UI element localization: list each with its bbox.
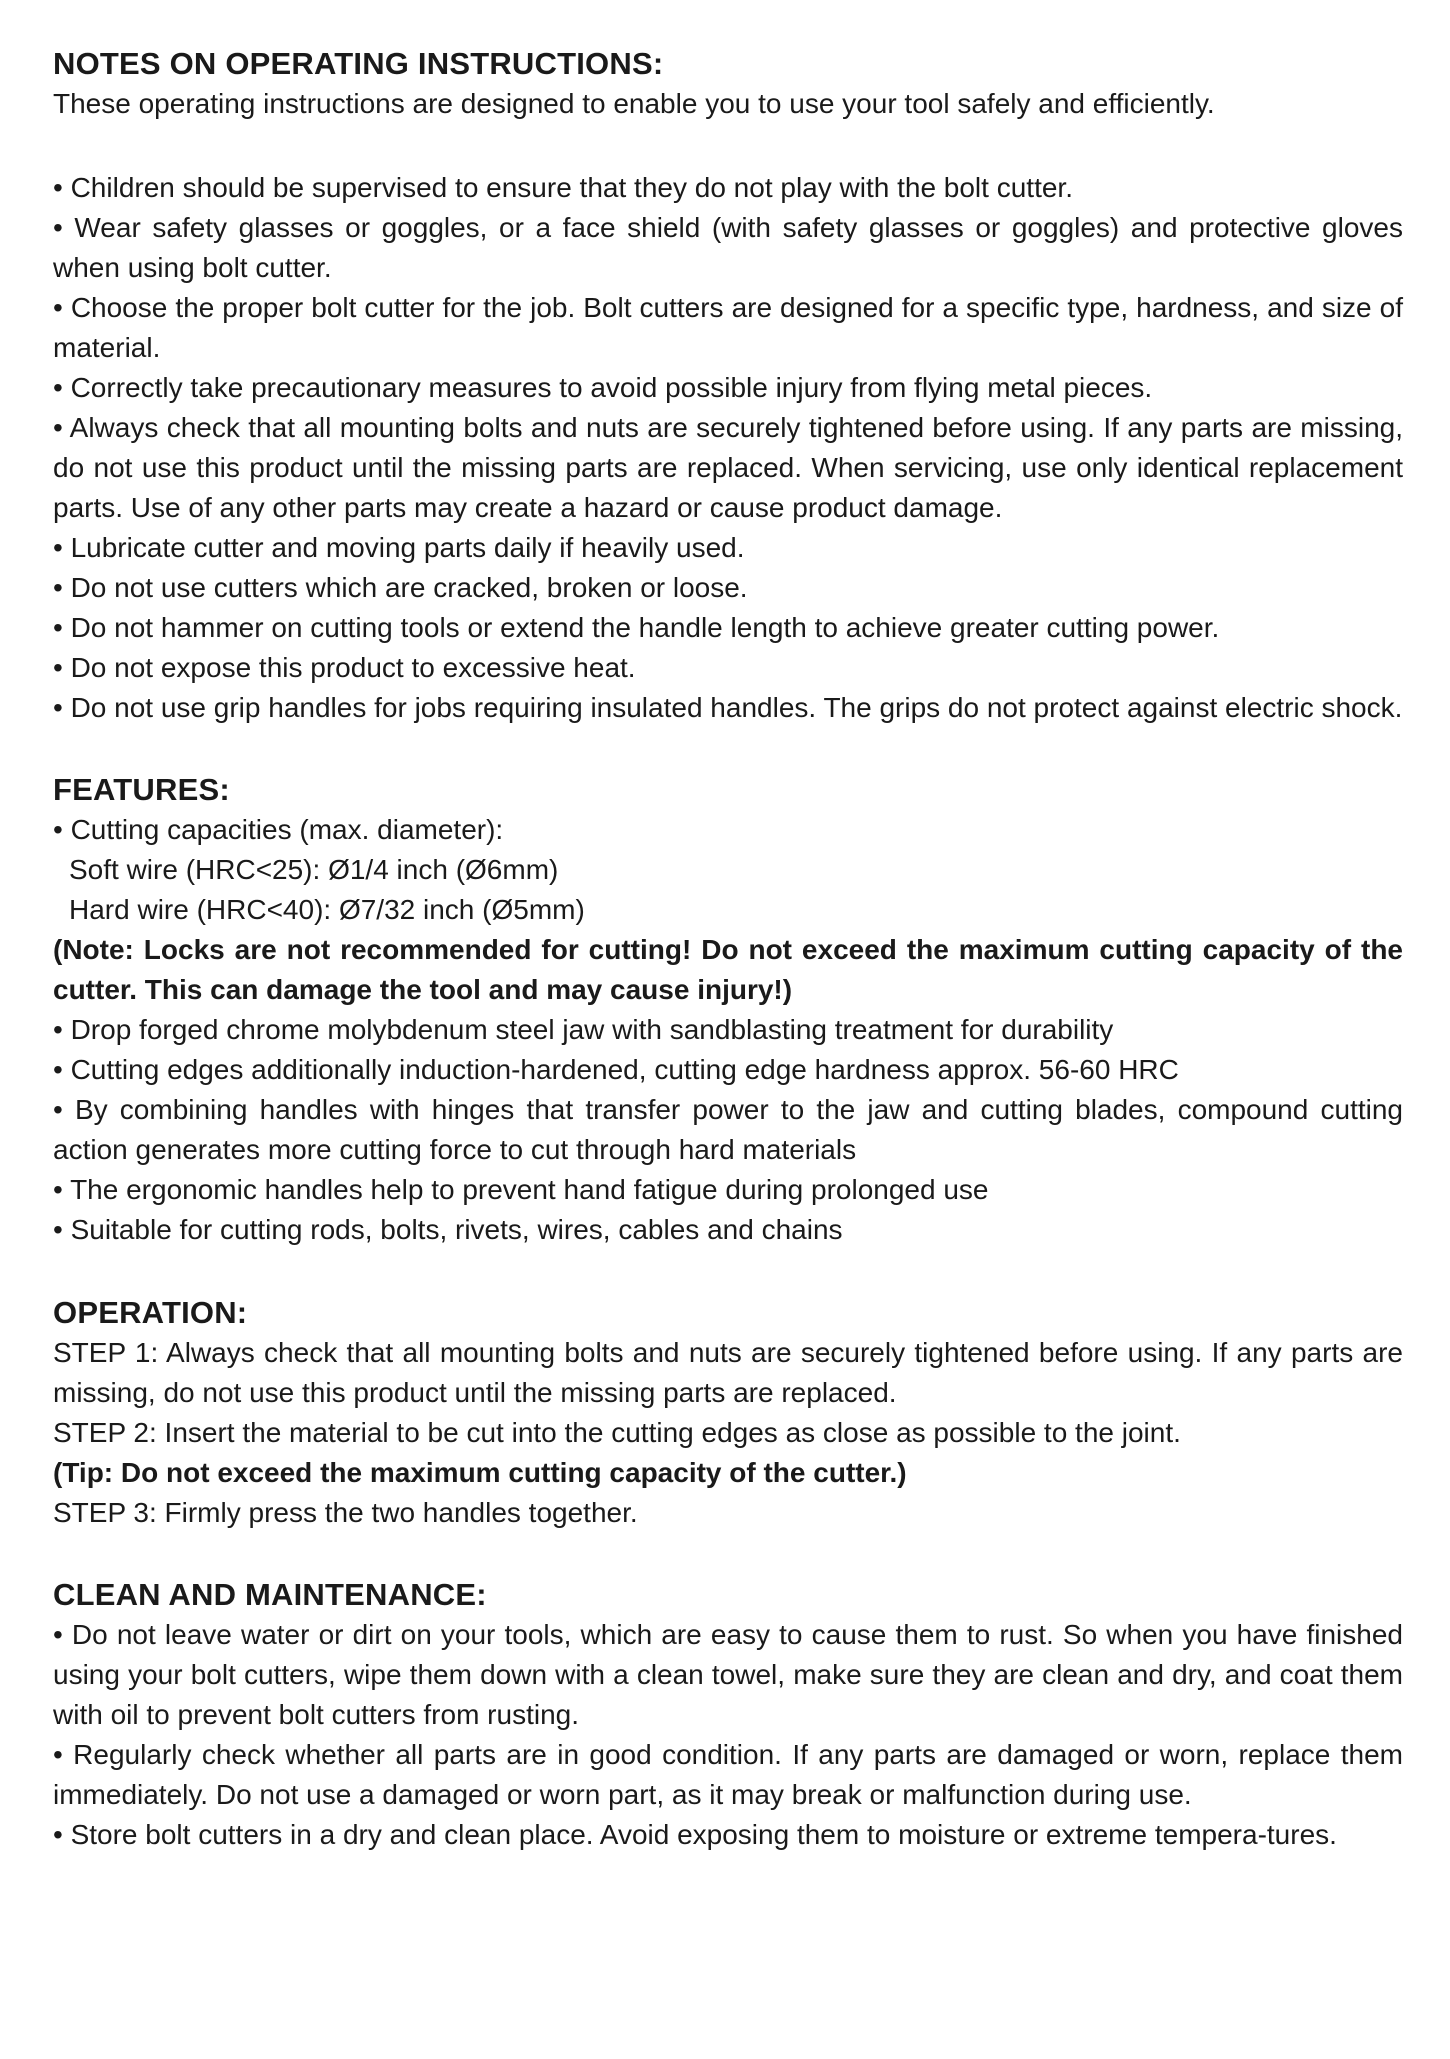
- maintenance-section: [53, 1575, 1403, 1855]
- features-item: • Drop forged chrome molybdenum steel jaw with sandblasting treatment for durability: [53, 1014, 1114, 1045]
- maintenance-item: • Regularly check whether all parts are in good condition. If any parts are damaged or worn, replace them immediately. Do not use a damaged or worn part, as it may break or malfunction during use.: [53, 1739, 1403, 1810]
- features-section: [53, 770, 1403, 1250]
- operation-section: [53, 1293, 1403, 1533]
- notes-item: • Do not hammer on cutting tools or extend the handle length to achieve greater cutting power.: [53, 612, 1220, 643]
- features-item: • Suitable for cutting rods, bolts, rivets, wires, cables and chains: [53, 1214, 843, 1245]
- notes-heading: NOTES ON OPERATING INSTRUCTIONS:: [53, 46, 664, 81]
- notes-item: • Children should be supervised to ensure that they do not play with the bolt cutter.: [53, 172, 1073, 203]
- features-item: • Cutting edges additionally induction-hardened, cutting edge hardness approx. 56-60 HRC: [53, 1054, 1179, 1085]
- operation-tip: (Tip: Do not exceed the maximum cutting capacity of the cutter.): [53, 1457, 907, 1488]
- operation-step-1: STEP 1: Always check that all mounting bolts and nuts are securely tightened before using. If any parts are missing, do not use this product until the missing parts are replaced.: [53, 1337, 1403, 1408]
- notes-item: • Lubricate cutter and moving parts daily if heavily used.: [53, 532, 745, 563]
- notes-intro: These operating instructions are designed to enable you to use your tool safely and efficiently.: [53, 88, 1215, 119]
- features-note: (Note: Locks are not recommended for cutting! Do not exceed the maximum cutting capacity of the cutter. This can damage the tool and may cause injury!): [53, 934, 1403, 1005]
- soft-wire-capacity: Soft wire (HRC<25): Ø1/4 inch (Ø6mm): [69, 854, 559, 885]
- features-heading: FEATURES:: [53, 772, 230, 807]
- hard-wire-capacity: Hard wire (HRC<40): Ø7/32 inch (Ø5mm): [69, 894, 585, 925]
- maintenance-item: • Store bolt cutters in a dry and clean place. Avoid exposing them to moisture or extreme tempera-tures.: [53, 1819, 1337, 1850]
- notes-item: • Choose the proper bolt cutter for the job. Bolt cutters are designed for a specific type, hardness, and size of material.: [53, 292, 1403, 363]
- manual-page: [53, 44, 1403, 1855]
- notes-item: • Do not use grip handles for jobs requiring insulated handles. The grips do not protect against electric shock.: [53, 692, 1403, 723]
- features-item: • The ergonomic handles help to prevent hand fatigue during prolonged use: [53, 1174, 989, 1205]
- operation-step-2: STEP 2: Insert the material to be cut into the cutting edges as close as possible to the joint.: [53, 1417, 1181, 1448]
- maintenance-heading: CLEAN AND MAINTENANCE:: [53, 1577, 487, 1612]
- capacity-label: • Cutting capacities (max. diameter):: [53, 814, 504, 845]
- notes-item: • Wear safety glasses or goggles, or a face shield (with safety glasses or goggles) and protective gloves when using bolt cutter.: [53, 212, 1403, 283]
- notes-item: • Do not use cutters which are cracked, broken or loose.: [53, 572, 748, 603]
- notes-item: • Always check that all mounting bolts and nuts are securely tightened before using. If any parts are missing, do not use this product until the missing parts are replaced. When servicing, use only identical replacement parts. Use of any other parts may create a hazard or cause product damage.: [53, 412, 1403, 523]
- notes-section: [53, 44, 1403, 728]
- operation-step-3: STEP 3: Firmly press the two handles together.: [53, 1497, 638, 1528]
- notes-item: • Do not expose this product to excessive heat.: [53, 652, 636, 683]
- features-item: • By combining handles with hinges that transfer power to the jaw and cutting blades, compound cutting action generates more cutting force to cut through hard materials: [53, 1094, 1403, 1165]
- maintenance-item: • Do not leave water or dirt on your tools, which are easy to cause them to rust. So when you have finished using your bolt cutters, wipe them down with a clean towel, make sure they are clean and dry, and coat them with oil to prevent bolt cutters from rusting.: [53, 1619, 1403, 1730]
- operation-heading: OPERATION:: [53, 1295, 248, 1330]
- notes-item: • Correctly take precautionary measures to avoid possible injury from flying metal pieces.: [53, 372, 1153, 403]
